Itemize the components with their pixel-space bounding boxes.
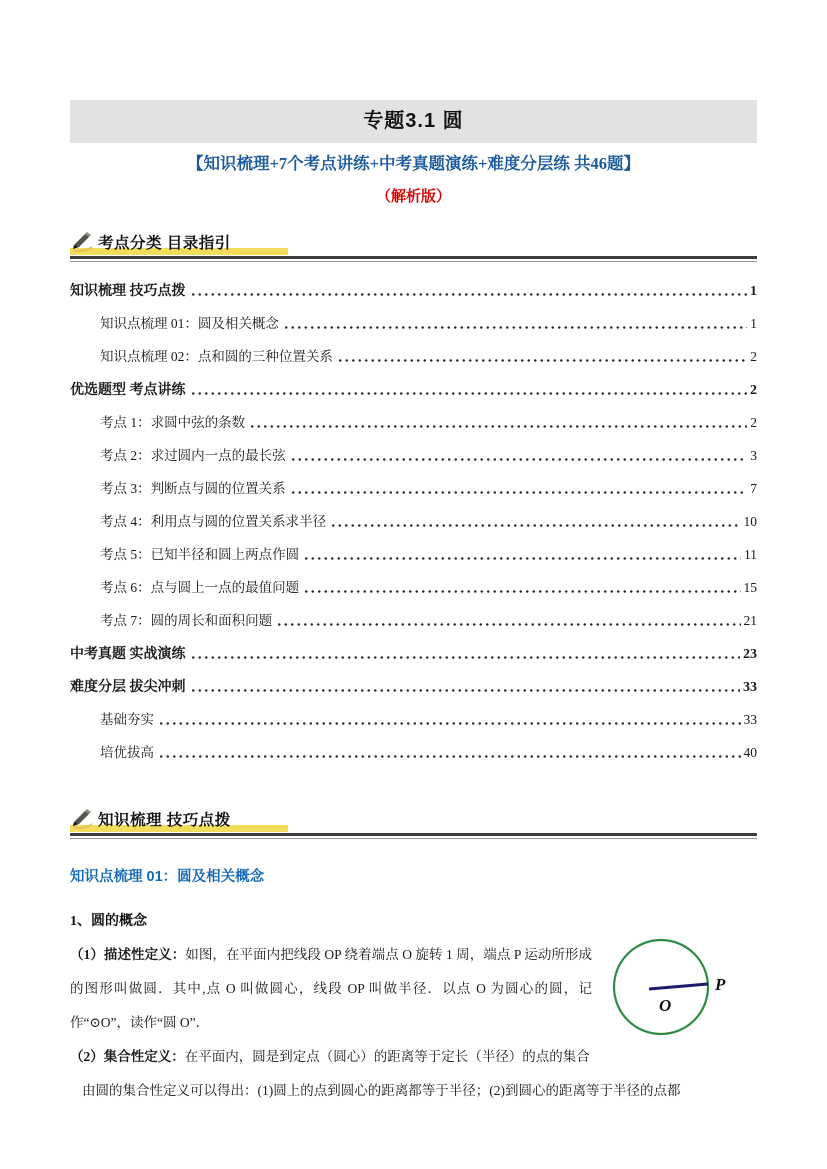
dot-leader [190, 656, 741, 659]
pen-writing-icon [70, 232, 94, 252]
toc-entry [70, 304, 757, 337]
toc-page-number: 15 [743, 580, 757, 596]
dot-leader [303, 557, 741, 560]
definition-note: 由圆的集合性定义可以得出：(1)圆上的点到圆心的距离都等于半径；(2)到圆心的距离等于半径的点都 [82, 1083, 681, 1098]
dot-leader [249, 425, 747, 428]
toc-section-title: 考点分类 目录指引 [98, 235, 231, 252]
toc-entry-label: 考点 7：圆的周长和面积问题 [100, 613, 273, 629]
toc-page-number: 7 [750, 481, 757, 497]
toc-page-number: 21 [743, 613, 757, 629]
dot-leader [276, 623, 740, 626]
toc-page-number: 2 [750, 415, 757, 431]
toc-entry [70, 403, 757, 436]
radius-line [649, 984, 708, 989]
toc-entry [70, 700, 757, 733]
toc-entry-label: 中考真题 实战演练 [70, 646, 186, 662]
toc-entry-label: 优选题型 考点讲练 [70, 382, 186, 398]
set-definition-text: 在平面内，圆是到定点（圆心）的距离等于定长（半径）的点的集合 [184, 1049, 590, 1064]
toc-entry-label: 考点 4：利用点与圆的位置关系求半径 [100, 514, 327, 530]
toc-entry-label: 考点 3：判断点与圆的位置关系 [100, 481, 286, 497]
dot-leader [190, 293, 748, 296]
set-definition-label: （2）集合性定义： [70, 1049, 185, 1064]
toc-section-title-row [70, 229, 757, 255]
page-content [70, 0, 757, 1108]
toc-entry [70, 370, 757, 403]
toc-page-number: 40 [743, 745, 757, 761]
toc-entry-label: 基础夯实 [100, 712, 154, 728]
toc-page-number: 23 [743, 646, 757, 662]
toc-page-number: 33 [743, 679, 757, 695]
toc-page-number: 3 [750, 448, 757, 464]
toc-entry-label: 培优拔高 [100, 745, 154, 761]
toc-entry-label: 知识点梳理 02：点和圆的三种位置关系 [100, 349, 333, 365]
toc-page-number: 2 [750, 349, 757, 365]
dot-leader [283, 326, 747, 329]
toc-page-number: 33 [743, 712, 757, 728]
dot-leader [158, 755, 741, 758]
dot-leader [190, 689, 741, 692]
dot-leader [303, 590, 740, 593]
dot-leader [330, 524, 740, 527]
page-title: 专题3.1 圆 [70, 100, 757, 143]
dot-leader [337, 359, 747, 362]
dot-leader [290, 458, 748, 461]
toc-entry [70, 667, 757, 700]
toc-page-number: 1 [750, 316, 757, 332]
pen-writing-icon [70, 809, 94, 829]
toc-page-number: 10 [743, 514, 757, 530]
toc-entry [70, 502, 757, 535]
knowledge-section-title: 知识梳理 技巧点拨 [98, 812, 231, 829]
point-label: P [715, 975, 726, 994]
knowledge-body [70, 938, 757, 1108]
toc-page-number: 2 [750, 382, 757, 398]
page-subtitle: 【知识梳理+7个考点讲练+中考真题演练+难度分层练 共46题】 [186, 154, 641, 173]
table-of-contents [70, 271, 757, 766]
dot-leader [190, 392, 748, 395]
toc-entry [70, 337, 757, 370]
toc-entry-label: 知识点梳理 01：圆及相关概念 [100, 316, 279, 332]
toc-entry [70, 634, 757, 667]
toc-entry-label: 考点 1：求圆中弦的条数 [100, 415, 246, 431]
toc-entry [70, 733, 757, 766]
toc-entry-label: 难度分层 拔尖冲刺 [70, 679, 186, 695]
toc-entry [70, 568, 757, 601]
toc-entry [70, 535, 757, 568]
descriptive-definition-label: （1）描述性定义： [70, 947, 186, 962]
toc-entry-label: 知识梳理 技巧点拨 [70, 283, 186, 299]
descriptive-definition-text: 如图，在平面内把线段 OP 绕着端点 O 旋转 1 周，端点 P 运动所形成的图形叫做圆．其中,点 O 叫做圆心，线段 OP 叫做半径．以点 O 为圆心的圆，记作“⊙O”，读作“圆 O”． [70, 947, 592, 1030]
concept-sub-heading: 1、圆的概念 [70, 914, 147, 929]
toc-entry-label: 考点 2：求过圆内一点的最长弦 [100, 448, 286, 464]
knowledge-section-title-row [70, 806, 757, 832]
circle-op-diagram [599, 924, 751, 1052]
toc-entry [70, 469, 757, 502]
toc-entry [70, 436, 757, 469]
toc-entry [70, 601, 757, 634]
section-divider [70, 833, 757, 839]
center-label: O [659, 996, 672, 1015]
toc-entry-label: 考点 6：点与圆上一点的最值问题 [100, 580, 300, 596]
knowledge-section-header [70, 806, 757, 839]
toc-entry [70, 271, 757, 304]
knowledge-point-heading: 知识点梳理 01：圆及相关概念 [70, 869, 265, 885]
dot-leader [158, 722, 741, 725]
edition-label: （解析版） [375, 189, 451, 205]
toc-page-number: 11 [744, 547, 757, 563]
toc-entry-label: 考点 5：已知半径和圆上两点作圆 [100, 547, 300, 563]
toc-page-number: 1 [750, 283, 757, 299]
toc-section-header [70, 229, 757, 262]
section-divider [70, 256, 757, 262]
dot-leader [290, 491, 748, 494]
